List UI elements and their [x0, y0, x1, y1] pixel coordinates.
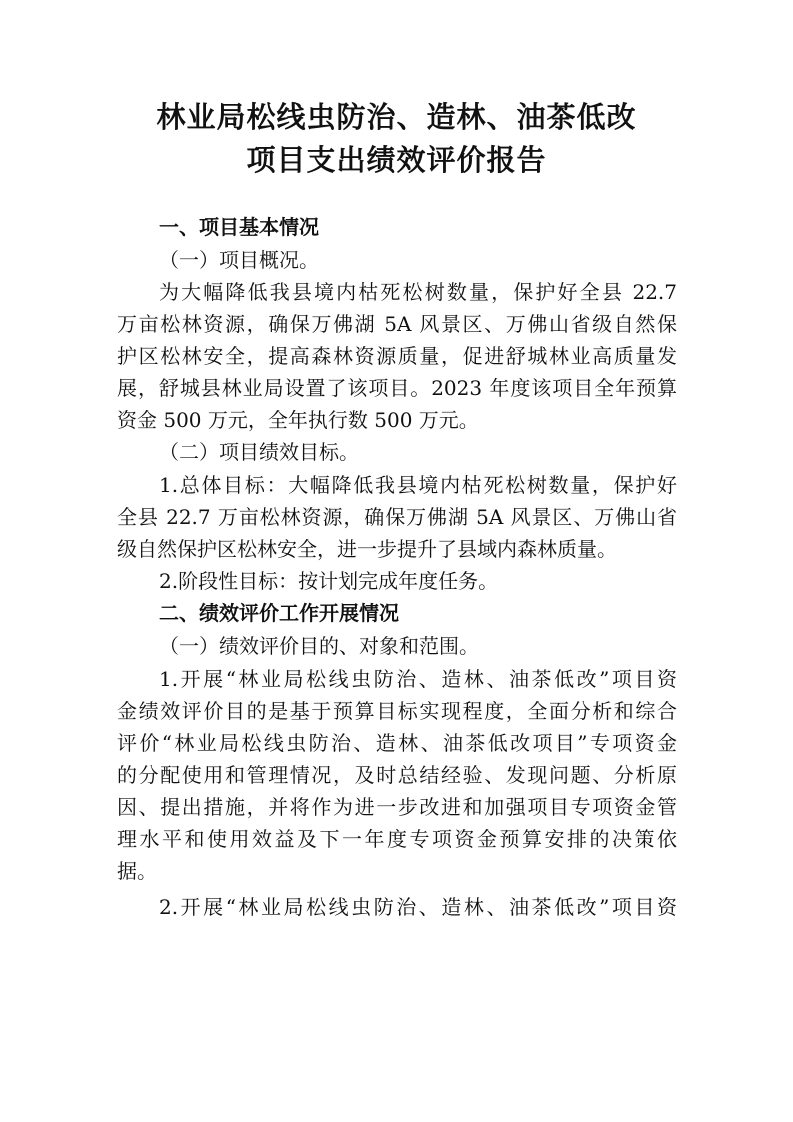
- subsection-heading-1-2: （二）项目绩效目标。: [159, 440, 359, 465]
- paragraph-line: 级自然保护区松林安全，进一步提升了县域内森林质量。: [117, 536, 617, 561]
- subsection-heading-1-1: （一）项目概况。: [159, 247, 319, 272]
- paragraph-line: 因、提出措施，并将作为进一步改进和加强项目专项资金管: [117, 794, 677, 819]
- paragraph-line: 为大幅降低我县境内枯死松树数量，保护好全县 22.7: [159, 280, 677, 305]
- paragraph-line: 护区松林安全，提高森林资源质量，促进舒城林业高质量发: [117, 344, 677, 369]
- paragraph-line: 评价“林业局松线虫防治、造林、油茶低改项目”专项资金: [117, 730, 677, 755]
- paragraph-evaluation-purpose: [117, 663, 677, 887]
- paragraph-project-overview: [117, 276, 677, 436]
- paragraph-line: 展，舒城县林业局设置了该项目。2023 年度该项目全年预算: [117, 376, 677, 401]
- paragraph-line: 金绩效评价目的是基于预算目标实现程度，全面分析和综合: [117, 698, 677, 723]
- paragraph-overall-goal: [117, 469, 677, 565]
- document-title-line-2: 项目支出绩效评价报告: [246, 143, 547, 177]
- paragraph-stage-goal: 2.阶段性目标：按计划完成年度任务。: [159, 568, 499, 593]
- paragraph-line: 1.总体目标：大幅降低我县境内枯死松树数量，保护好: [159, 472, 677, 497]
- document-body: [117, 211, 677, 923]
- paragraph-line: 1.开展“林业局松线虫防治、造林、油茶低改”项目资: [159, 666, 677, 691]
- paragraph-line: 据。: [117, 858, 157, 883]
- paragraph-line: 资金 500 万元，全年执行数 500 万元。: [117, 408, 479, 433]
- paragraph-evaluation-object: [117, 891, 677, 923]
- paragraph-line: 2.开展“林业局松线虫防治、造林、油茶低改”项目资: [159, 894, 677, 919]
- paragraph-line: 万亩松林资源，确保万佛湖 5A 风景区、万佛山省级自然保: [117, 312, 677, 337]
- paragraph-line: 理水平和使用效益及下一年度专项资金预算安排的决策依: [117, 826, 677, 851]
- paragraph-line: 全县 22.7 万亩松林资源，确保万佛湖 5A 风景区、万佛山省: [117, 504, 677, 529]
- subsection-heading-2-1: （一）绩效评价目的、对象和范围。: [159, 633, 479, 658]
- document-title-line-1: 林业局松线虫防治、造林、油茶低改: [156, 100, 637, 134]
- section-heading-1: 一、项目基本情况: [159, 215, 319, 239]
- section-heading-2: 二、绩效评价工作开展情况: [159, 601, 399, 626]
- paragraph-line: 的分配使用和管理情况，及时总结经验、发现问题、分析原: [117, 762, 677, 787]
